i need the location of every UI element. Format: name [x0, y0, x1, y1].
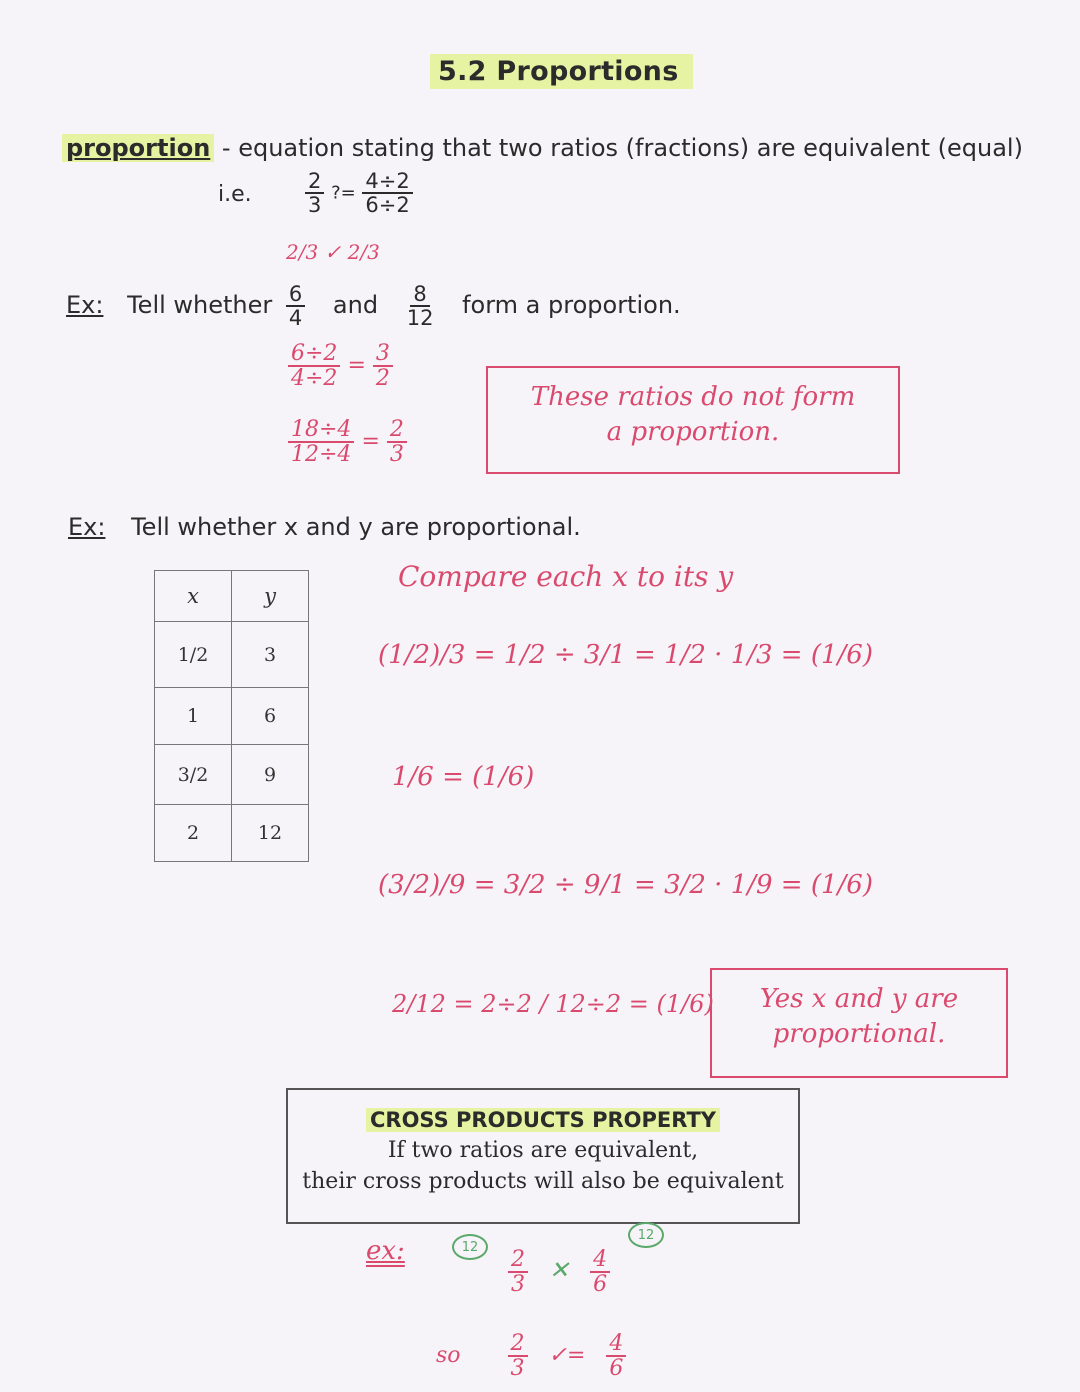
- example2-label: Ex:: [68, 513, 106, 541]
- table-cell-x: 1: [155, 688, 232, 745]
- ie-label: i.e.: [218, 182, 252, 207]
- example1-f2-den: 12: [406, 306, 434, 331]
- table-cell-y: 6: [232, 688, 309, 745]
- table-header-row: [155, 571, 309, 622]
- table-row: [155, 805, 309, 862]
- cross-products-box: [286, 1088, 800, 1224]
- definition-text: - equation stating that two ratios (fractions) are equivalent (equal): [214, 134, 1023, 162]
- ratio-work-3: (3/2)/9 = 3/2 ÷ 9/1 = 3/2 · 1/9 = (1/6): [378, 870, 873, 900]
- example1-text-before: Tell whether: [127, 291, 273, 320]
- cross-products-line2: their cross products will also be equivalent: [302, 1169, 784, 1194]
- work2-rnum: 2: [387, 418, 407, 443]
- ratio-work-4: 2/12 = 2÷2 / 12÷2 = (1/6): [392, 990, 714, 1018]
- cross-left-circle: 12: [452, 1234, 488, 1260]
- ratio-work-1: (1/2)/3 = 1/2 ÷ 3/1 = 1/2 · 1/3 = (1/6): [378, 640, 873, 670]
- table-cell-x: 2: [155, 805, 232, 862]
- ie-lhs-num: 2: [305, 170, 324, 194]
- example2-answer-line2: proportional.: [772, 1019, 946, 1050]
- work2-frac: [288, 418, 354, 466]
- cross-den-2: 6: [593, 1272, 608, 1298]
- cross-right-product: [628, 1222, 664, 1248]
- ie-rhs-den: 6÷2: [365, 193, 410, 218]
- work2-result: [387, 418, 407, 466]
- cross-so-num-2: 4: [606, 1332, 626, 1357]
- cross-fractions: [508, 1248, 610, 1296]
- work2-eq: =: [361, 429, 380, 455]
- cross-products-title-text: CROSS PRODUCTS PROPERTY: [366, 1108, 720, 1132]
- example1-answer-line1: These ratios do not form: [530, 382, 856, 412]
- example2-answer-box: [710, 968, 1008, 1078]
- cross-left-product: [452, 1234, 488, 1260]
- cross-example-label: ex:: [366, 1236, 405, 1266]
- example2-prompt: [68, 513, 581, 541]
- example1-answer-box: [486, 366, 900, 474]
- cross-frac-2: [590, 1248, 610, 1296]
- work2-rden: 3: [389, 442, 404, 468]
- example1-work-1: [288, 342, 393, 390]
- cross-products-title: [288, 1108, 798, 1132]
- example1-and: and: [332, 291, 379, 320]
- example1-f1-num: 6: [286, 283, 305, 307]
- work1-den: 4÷2: [291, 366, 338, 392]
- ie-example: [305, 170, 413, 216]
- example1-fraction-1: [286, 283, 305, 329]
- table-header-y: y: [232, 571, 309, 622]
- ie-lhs-fraction: [305, 170, 324, 216]
- page-title-text: 5.2 Proportions: [430, 54, 693, 89]
- example1-prompt: [66, 283, 681, 329]
- cross-frac-1: [508, 1248, 528, 1296]
- xy-table-wrapper: [154, 570, 309, 862]
- table-cell-y: 12: [232, 805, 309, 862]
- work1-frac: [288, 342, 340, 390]
- table-cell-y: 9: [232, 745, 309, 805]
- example2-answer-line1: Yes x and y are: [759, 984, 959, 1014]
- table-cell-x: 1/2: [155, 622, 232, 688]
- example1-f1-den: 4: [288, 306, 303, 331]
- example1-answer-line2: a proportion.: [606, 417, 780, 448]
- table-cell-y: 3: [232, 622, 309, 688]
- work1-eq: =: [347, 353, 366, 379]
- definition: [62, 134, 1023, 162]
- ratio-work-2: 1/6 = (1/6): [392, 762, 535, 792]
- example1-text-after: form a proportion.: [462, 291, 681, 320]
- cross-num-2: 4: [590, 1248, 610, 1273]
- work2-den: 12÷4: [291, 442, 352, 468]
- ie-rhs-fraction: [362, 170, 412, 216]
- ie-relation: ?=: [331, 182, 356, 204]
- example1-label: Ex:: [66, 291, 104, 320]
- work1-result: [373, 342, 393, 390]
- work1-rden: 2: [375, 366, 390, 392]
- definition-term: proportion: [62, 134, 214, 162]
- work1-rnum: 3: [373, 342, 393, 367]
- example1-work-2: [288, 418, 407, 466]
- ie-result: 2/3 ✓ 2/3: [286, 240, 380, 264]
- table-row: [155, 688, 309, 745]
- ie-rhs-num: 4÷2: [362, 170, 412, 194]
- example1-fraction-2: [404, 283, 437, 329]
- cross-so-frac-1: [508, 1332, 528, 1380]
- table-cell-x: 3/2: [155, 745, 232, 805]
- work1-num: 6÷2: [288, 342, 340, 367]
- table-row: [155, 745, 309, 805]
- cross-so-relation: ✓=: [548, 1343, 586, 1369]
- page-title: [430, 56, 693, 87]
- example1-f2-num: 8: [410, 283, 429, 307]
- cross-den-1: 3: [511, 1272, 525, 1298]
- cross-products-line1: If two ratios are equivalent,: [387, 1138, 699, 1163]
- example2-text: Tell whether x and y are proportional.: [131, 513, 581, 541]
- table-row: [155, 622, 309, 688]
- cross-so-num-1: 2: [508, 1332, 528, 1357]
- ie-lhs-den: 3: [308, 193, 322, 218]
- cross-so-den-2: 6: [609, 1356, 624, 1382]
- cross-num-1: 2: [508, 1248, 528, 1273]
- cross-right-circle: 12: [628, 1222, 664, 1248]
- xy-table: [154, 570, 309, 862]
- cross-arrows-icon: ✕: [549, 1256, 570, 1285]
- cross-so: so: [436, 1343, 461, 1369]
- cross-so-den-1: 3: [510, 1356, 525, 1382]
- table-header-x: x: [155, 571, 232, 622]
- cross-so-line: [436, 1332, 626, 1380]
- cross-so-frac-2: [606, 1332, 626, 1380]
- compare-note: Compare each x to its y: [398, 560, 734, 593]
- work2-num: 18÷4: [288, 418, 354, 443]
